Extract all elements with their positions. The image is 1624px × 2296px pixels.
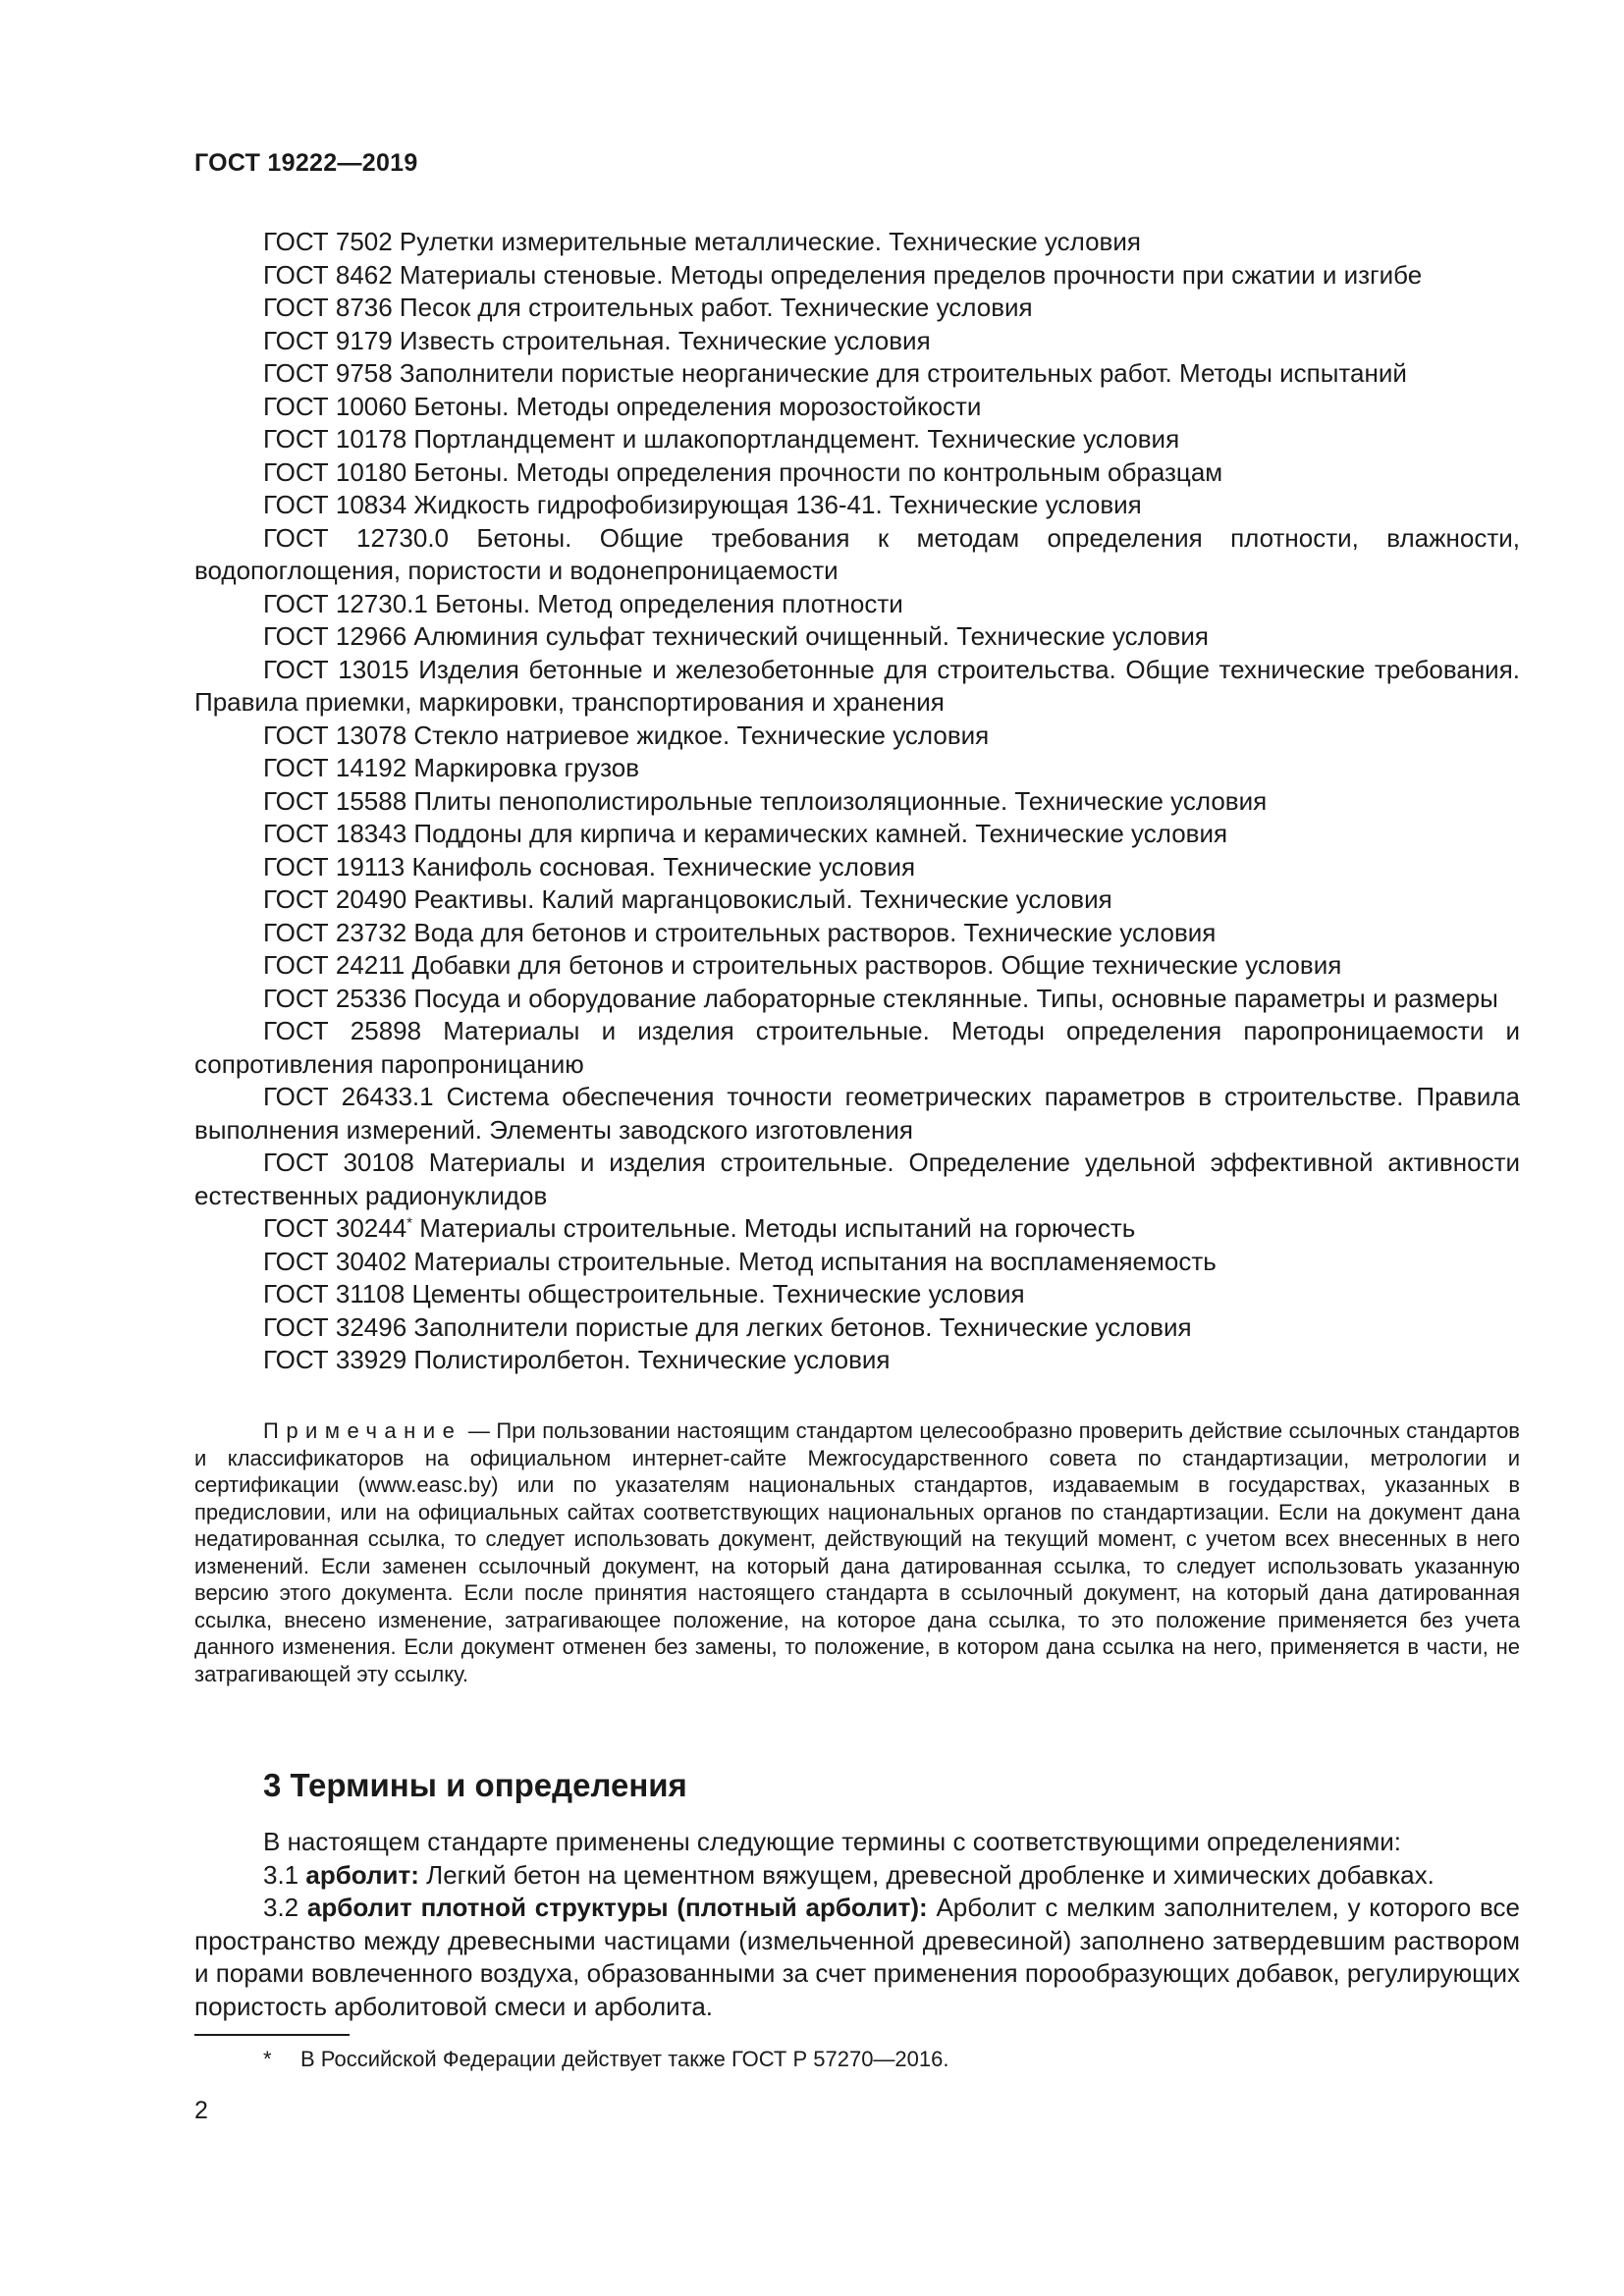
reference-text: ГОСТ 32496 Заполнители пористые для легких бетонов. Технические условия <box>263 1311 1192 1342</box>
term-name: арболит плотной структуры (плотный арболит): <box>306 1893 928 1922</box>
reference-text: ГОСТ 26433.1 Система обеспечения точности геометрических параметров в строительстве. Правила выполнения измерений. Элементы заводского изготовления <box>194 1082 1520 1145</box>
footnote <box>263 2047 948 2072</box>
page-number: 2 <box>194 2097 208 2124</box>
reference-text: ГОСТ 31108 Цементы общестроительные. Технические условия <box>263 1279 1025 1308</box>
reference-item <box>194 423 1520 456</box>
term-name: арболит: <box>305 1859 419 1890</box>
reference-item <box>194 391 1520 424</box>
reference-item <box>194 1212 1520 1246</box>
reference-text: ГОСТ 10178 Портландцемент и шлакопортландцемент. Технические условия <box>263 424 1180 454</box>
reference-item <box>194 785 1520 819</box>
reference-item <box>194 949 1520 983</box>
reference-text: ГОСТ 25898 Материалы и изделия строительные. Методы определения паропроницаемости и сопротивления паропроницанию <box>194 1016 1520 1079</box>
reference-text: ГОСТ 10060 Бетоны. Методы определения морозостойкости <box>263 391 982 421</box>
reference-text: ГОСТ 24211 Добавки для бетонов и строительных растворов. Общие технические условия <box>263 950 1342 980</box>
reference-text: ГОСТ 20490 Реактивы. Калий марганцовокислый. Технические условия <box>263 884 1112 914</box>
reference-text: ГОСТ 8462 Материалы стеновые. Методы определения пределов прочности при сжатии и изгибе <box>263 259 1423 290</box>
reference-text: ГОСТ 7502 Рулетки измерительные металлические. Технические условия <box>263 227 1141 256</box>
reference-text: ГОСТ 9758 Заполнители пористые неорганические для строительных работ. Методы испытаний <box>263 358 1407 388</box>
reference-text: ГОСТ 30108 Материалы и изделия строительные. Определение удельной эффективной активности естественных радионуклидов <box>194 1148 1520 1210</box>
footnote-mark: * <box>263 2047 272 2071</box>
footnote-text: В Российской Федерации действует также ГОСТ Р 57270—2016. <box>300 2047 949 2071</box>
footnote-marker: * <box>406 1214 413 1232</box>
reference-text: ГОСТ 8736 Песок для строительных работ. Технические условия <box>263 293 1033 322</box>
footnote-separator <box>194 2034 350 2036</box>
reference-item <box>194 752 1520 785</box>
reference-text-continued: Материалы строительные. Методы испытаний на горючесть <box>412 1213 1136 1243</box>
note-label: Примечание <box>263 1418 462 1443</box>
reference-item <box>194 620 1520 654</box>
reference-text: ГОСТ 23732 Вода для бетонов и строительных растворов. Технические условия <box>263 917 1217 947</box>
document-code-header: ГОСТ 19222—2019 <box>194 149 418 177</box>
reference-item <box>194 1015 1520 1081</box>
term-number: 3.1 <box>263 1859 306 1890</box>
reference-item <box>194 818 1520 851</box>
reference-text: ГОСТ 18343 Поддоны для кирпича и керамических камней. Технические условия <box>263 819 1228 848</box>
term-number: 3.2 <box>263 1893 307 1922</box>
reference-item <box>194 489 1520 522</box>
reference-text: ГОСТ 30402 Материалы строительные. Метод испытания на воспламеняемость <box>263 1246 1217 1276</box>
reference-item <box>194 522 1520 588</box>
note-paragraph <box>194 1417 1520 1687</box>
reference-item <box>194 883 1520 917</box>
reference-text: ГОСТ 12730.0 Бетоны. Общие требования к методам определения плотности, влажности, водопоглощения, пористости и водонепроницаемости <box>194 522 1520 585</box>
reference-item <box>194 588 1520 621</box>
reference-item <box>194 1278 1520 1311</box>
reference-item <box>194 654 1520 720</box>
reference-text: ГОСТ 15588 Плиты пенополистирольные теплоизоляционные. Технические условия <box>263 785 1268 816</box>
reference-item <box>194 357 1520 391</box>
reference-text: ГОСТ 33929 Полистиролбетон. Технические условия <box>263 1345 891 1374</box>
reference-item <box>194 259 1520 293</box>
reference-item <box>194 1147 1520 1212</box>
reference-text: ГОСТ 9179 Известь строительная. Технические условия <box>263 325 931 355</box>
reference-item <box>194 292 1520 325</box>
reference-item <box>194 1311 1520 1345</box>
section-title: 3 Термины и определения <box>263 1767 687 1803</box>
reference-item <box>194 1344 1520 1377</box>
term-definition <box>194 1859 1520 1893</box>
reference-item <box>194 720 1520 753</box>
reference-text: ГОСТ 12966 Алюминия сульфат технический очищенный. Технические условия <box>263 621 1210 651</box>
reference-item <box>194 456 1520 490</box>
reference-item <box>194 226 1520 259</box>
note-text: — При пользовании настоящим стандартом целесообразно проверить действие ссылочных стандартов и классификаторов на официальном интернет-сайте Межгосударственного совета по стандартизации, метрологии и сертификации (www.easc.by) или по указателям национальных стандартов, издаваемым в государствах, указанных в предисловии, или на официальных сайтах соответствующих национальных органов по стандартизации. Если на документ дана недатированная ссылка, то следует использовать документ, действующий на текущий момент, с учетом всех внесенных в него изменений. Если заменен ссылочный документ, на который дана датированная ссылка, то следует использовать указанную версию этого документа. Если после принятия настоящего стандарта в ссылочный документ, на который дана датированная ссылка, внесено изменение, затрагивающее положение, на которое дана ссылка, то это положение применяется без учета данного изменения. Если документ отменен без замены, то положение, в котором дана ссылка на него, применяется в части, не затрагивающей эту ссылку. <box>194 1418 1520 1686</box>
reference-item <box>194 851 1520 884</box>
term-text: Арболит с мелким заполнителем, у которого все пространство между древесными частицами (измельченной древесиной) заполнено затвердевшим раствором и порами вовлеченного воздуха, образованными за счет применения порообразующих добавок, регулирующих пористость арболитовой смеси и арболита. <box>194 1893 1520 2021</box>
terms-section-body <box>194 1826 1520 2023</box>
reference-text: ГОСТ 10180 Бетоны. Методы определения прочности по контрольным образцам <box>263 456 1223 487</box>
reference-text: ГОСТ 14192 Маркировка грузов <box>263 753 640 782</box>
reference-text: ГОСТ 30244 <box>263 1213 407 1243</box>
reference-item <box>194 1081 1520 1147</box>
terms-intro: В настоящем стандарте применены следующие термины с соответствующими определениями: <box>263 1827 1402 1856</box>
reference-item <box>194 325 1520 358</box>
reference-text: ГОСТ 19113 Канифоль сосновая. Технические условия <box>263 851 916 881</box>
term-definition <box>194 1892 1520 2023</box>
reference-text: ГОСТ 25336 Посуда и оборудование лабораторные стеклянные. Типы, основные параметры и размеры <box>263 983 1498 1013</box>
normative-references-list <box>194 226 1520 1377</box>
reference-item <box>194 1246 1520 1279</box>
term-text: Легкий бетон на цементном вяжущем, древесной дробленке и химических добавках. <box>418 1859 1435 1890</box>
reference-text: ГОСТ 13015 Изделия бетонные и железобетонные для строительства. Общие технические требования. Правила приемки, маркировки, транспортирования и хранения <box>194 654 1520 717</box>
reference-item <box>194 983 1520 1016</box>
reference-text: ГОСТ 12730.1 Бетоны. Метод определения плотности <box>263 588 903 618</box>
reference-item <box>194 917 1520 950</box>
reference-text: ГОСТ 10834 Жидкость гидрофобизирующая 136-41. Технические условия <box>263 490 1142 519</box>
reference-text: ГОСТ 13078 Стекло натриевое жидкое. Технические условия <box>263 720 990 750</box>
